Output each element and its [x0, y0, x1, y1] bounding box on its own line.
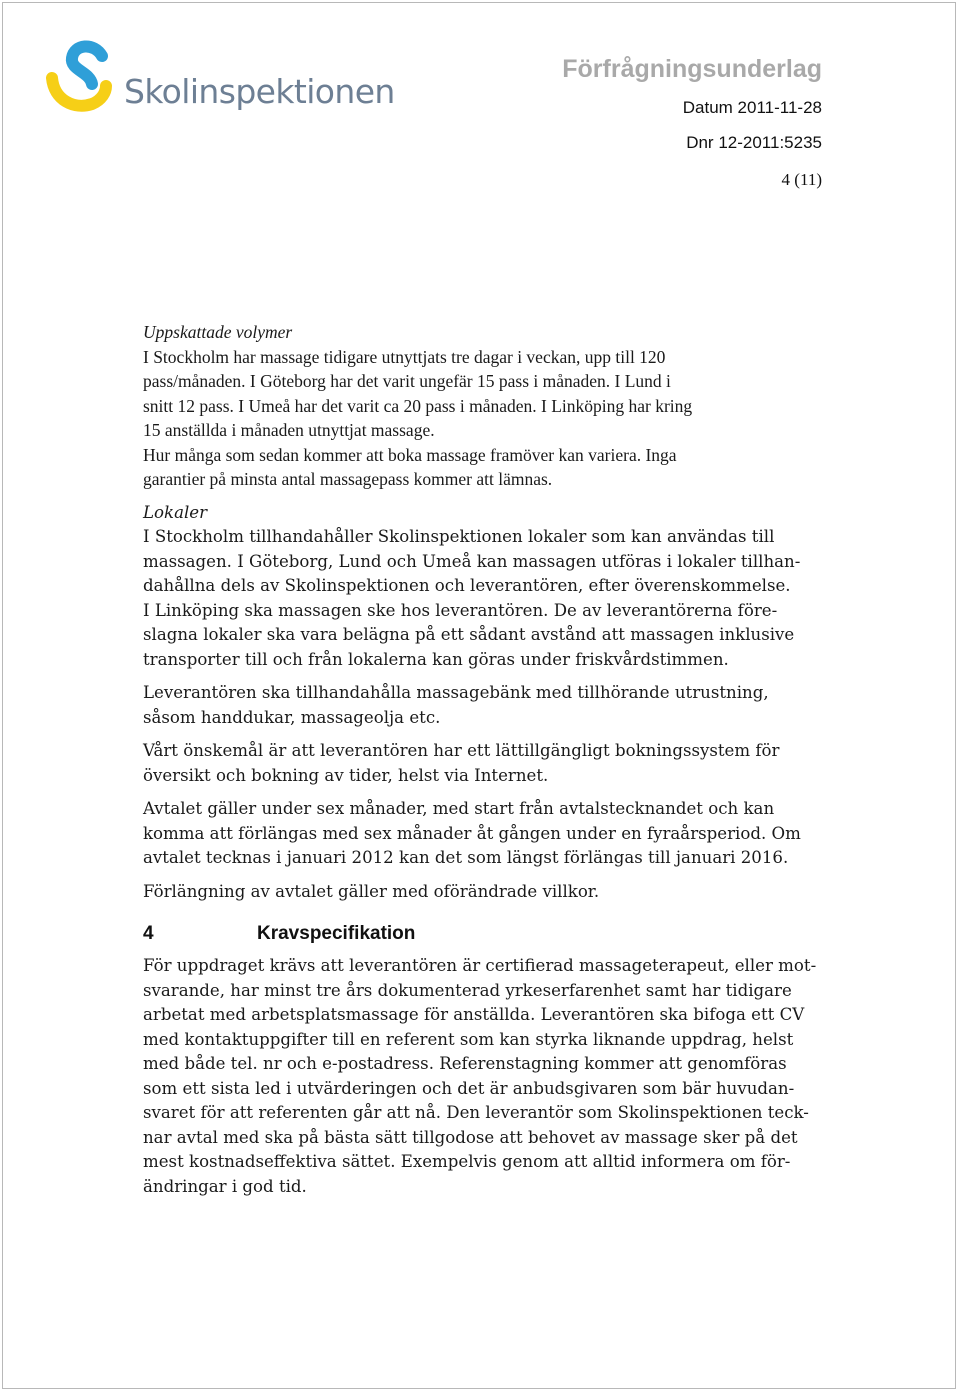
logo	[44, 38, 395, 120]
text-line: pass/månaden. I Göteborg har det varit ungefär 15 pass i månaden. I Lund i	[143, 371, 671, 391]
section-heading-kravspecifikation	[143, 922, 823, 946]
text-line: Vårt önskemål är att leverantören har ett lättillgängligt bokningssystem för	[143, 741, 780, 760]
text-line: För uppdraget krävs att leverantören är certifierad massageterapeut, eller mot-	[143, 956, 817, 975]
paragraph-forlangning	[143, 880, 823, 905]
document-type: Förfrågningsunderlag	[562, 55, 822, 83]
text-line: dahållna dels av Skolinspektionen och leverantören, efter överenskommelse.	[143, 576, 791, 595]
text-line: massagen. I Göteborg, Lund och Umeå kan massagen utföras i lokaler tillhan-	[143, 551, 801, 571]
text-line: mest kostnadseffektiva sättet. Exempelvis genom att alltid informera om för-	[143, 1152, 791, 1171]
text-line: 15 anställda i månaden utnyttjat massage.	[143, 420, 435, 440]
document-dnr: Dnr 12-2011:5235	[686, 133, 822, 152]
text-line: med både tel. nr och e-postadress. Referenstagning kommer att genomföras	[143, 1054, 787, 1073]
text-line: I Stockholm tillhandahåller Skolinspektionen lokaler som kan användas till	[143, 527, 775, 546]
subheading-lokaler: Lokaler	[143, 502, 208, 522]
paragraph-kravspecifikation	[143, 954, 823, 1199]
text-line: Hur många som sedan kommer att boka massage framöver kan variera. Inga	[143, 444, 677, 465]
text-line: med kontaktuppgifter till en referent som kan styrka liknande uppdrag, helst	[143, 1029, 794, 1049]
text-line: Leverantören ska tillhandahålla massagebänk med tillhörande utrustning,	[143, 683, 769, 702]
paragraph-lokaler	[143, 501, 823, 673]
text-line: I Stockholm har massage tidigare utnyttjats tre dagar i veckan, upp till 120	[143, 346, 666, 367]
logo-text: Skolinspektionen	[124, 72, 395, 111]
text-line: svaret för att referenten går att nå. Den leverantör som Skolinspektionen teck-	[143, 1103, 809, 1122]
document-body	[143, 320, 823, 1208]
text-line: transporter till och från lokalerna kan göras under friskvårdstimmen.	[143, 649, 729, 669]
text-line: nar avtal med ska på bästa sätt tillgodose att behovet av massage sker på det	[143, 1127, 798, 1147]
text-line: såsom handdukar, massageolja etc.	[143, 707, 441, 727]
document-header	[562, 54, 822, 190]
text-line: Avtalet gäller under sex månader, med start från avtalstecknandet och kan	[143, 799, 775, 818]
text-line: Förlängning av avtalet gäller med oförändrade villkor.	[143, 881, 600, 901]
logo-icon	[44, 38, 124, 120]
text-line: ändringar i god tid.	[143, 1176, 307, 1196]
text-line: svarande, har minst tre års dokumenterad yrkeserfarenhet samt har tidigare	[143, 980, 792, 1000]
text-line: garantier på minsta antal massagepass kommer att lämnas.	[143, 469, 553, 489]
text-line: slagna lokaler ska vara belägna på ett sådant avstånd att massagen inklusive	[143, 625, 795, 644]
section-number: 4	[143, 923, 154, 944]
paragraph-volymer	[143, 320, 823, 492]
paragraph-bokning	[143, 739, 823, 788]
text-line: arbetat med arbetsplatsmassage för anställda. Leverantören ska bifoga ett CV	[143, 1005, 805, 1024]
section-title: Kravspecifikation	[257, 923, 416, 944]
text-line: komma att förlängas med sex månader åt gången under en fyraårsperiod. Om	[143, 823, 801, 843]
text-line: snitt 12 pass. I Umeå har det varit ca 20 pass i månaden. I Linköping har kring	[143, 395, 693, 416]
subheading-volymer: Uppskattade volymer	[143, 322, 293, 342]
text-line: översikt och bokning av tider, helst via Internet.	[143, 765, 549, 785]
document-date: Datum 2011-11-28	[682, 98, 822, 117]
text-line: avtalet tecknas i januari 2012 kan det som längst förlängas till januari 2016.	[143, 848, 789, 867]
paragraph-utrustning	[143, 681, 823, 730]
text-line: I Linköping ska massagen ske hos leverantören. De av leverantörerna före-	[143, 600, 778, 620]
text-line: som ett sista led i utvärderingen och det är anbudsgivaren som bär huvudan-	[143, 1078, 795, 1098]
page-number: 4 (11)	[781, 170, 822, 189]
paragraph-avtal	[143, 797, 823, 871]
